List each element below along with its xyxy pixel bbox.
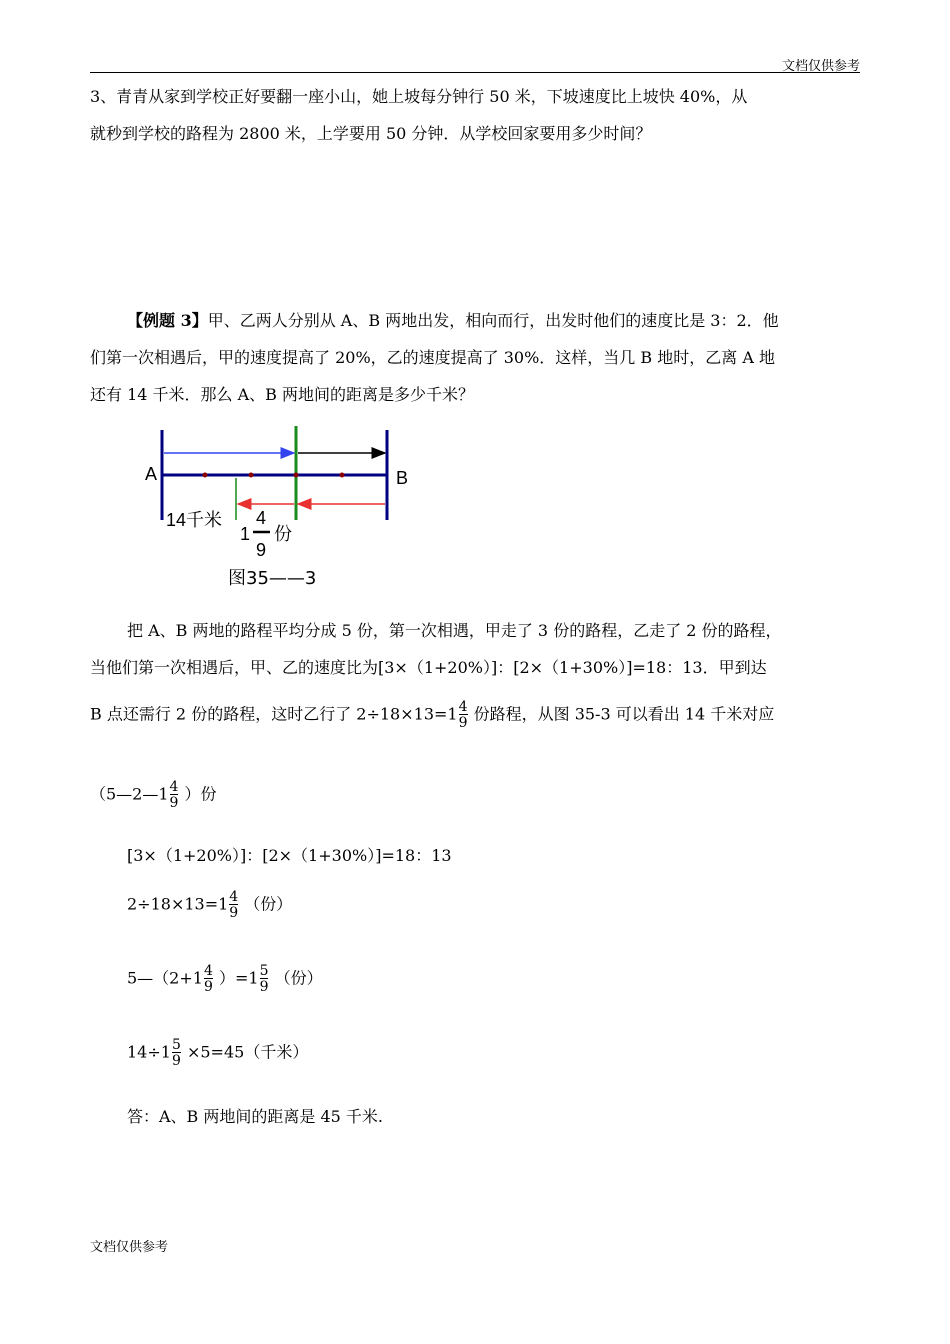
- division-dot: [203, 473, 208, 478]
- solution-line1: 把 A、B 两地的路程平均分成 5 份，第一次相遇，甲走了 3 份的路程，乙走了 2 份的路程，: [127, 621, 782, 640]
- division-dot: [294, 473, 299, 478]
- step2: 2÷18×13=1 $\frac{4}{9}$ （份）: [127, 889, 293, 921]
- problem3-line2: 就秒到学校的路程为 2800 米，上学要用 50 分钟．从学校回家要用多少时间？: [90, 124, 652, 143]
- division-dot: [249, 473, 254, 478]
- solution-line3: B 点还需行 2 份的路程，这时乙行了 2÷18×13=1 $\frac{4}{9}$ 份路程，从图 35-3 可以看出 14 千米对应: [90, 699, 775, 731]
- header-rule: [90, 72, 860, 73]
- footer-note: 文档仅供参考: [90, 1240, 169, 1255]
- example-line1: [127, 308, 779, 331]
- solution-line2: 当他们第一次相遇后，甲、乙的速度比为[3×（1+20%）]：[2×（1+30%）]=18：13．甲到达: [90, 658, 767, 677]
- step1: [3×（1+20%）]：[2×（1+30%）]=18：13: [127, 846, 452, 865]
- diagram-figure: [140, 422, 420, 592]
- step4: 14÷1 $\frac{5}{9}$ ×5=45（千米）: [127, 1037, 309, 1069]
- answer: 答：A、B 两地间的距离是 45 千米.: [127, 1107, 384, 1126]
- solution-line4: （5—2—1 $\frac{4}{9}$ ）份: [90, 779, 217, 811]
- problem3-line1: 3、青青从家到学校正好要翻一座小山，她上坡每分钟行 50 米，下坡速度比上坡快 40%，从: [90, 87, 748, 106]
- header-note: 文档仅供参考: [781, 59, 860, 74]
- figure-caption: 图35——3: [228, 568, 317, 589]
- step3: 5—（2+1 $\frac{4}{9}$ ）=1 $\frac{5}{9}$ （份）: [127, 963, 323, 995]
- example-line2: 们第一次相遇后，甲的速度提高了 20%，乙的速度提高了 30%．这样，当几 B 地时，乙离 A 地: [90, 348, 775, 367]
- label-mixed-den: 9: [256, 540, 267, 560]
- division-dot: [340, 473, 345, 478]
- label-mixed-whole: 1: [240, 524, 251, 544]
- example-line3: 还有 14 千米．那么 A、B 两地间的距离是多少千米？: [90, 385, 475, 404]
- example-text1: 甲、乙两人分别从 A、B 两地出发，相向而行，出发时他们的速度比是 3：2．他: [207, 311, 779, 330]
- label-14km: 14千米: [166, 510, 223, 530]
- label-fen: 份: [274, 524, 292, 545]
- label-b: B: [396, 468, 409, 488]
- label-a: A: [145, 464, 158, 484]
- label-mixed-num: 4: [256, 508, 267, 528]
- example-tag: 【例题 3】: [127, 311, 208, 330]
